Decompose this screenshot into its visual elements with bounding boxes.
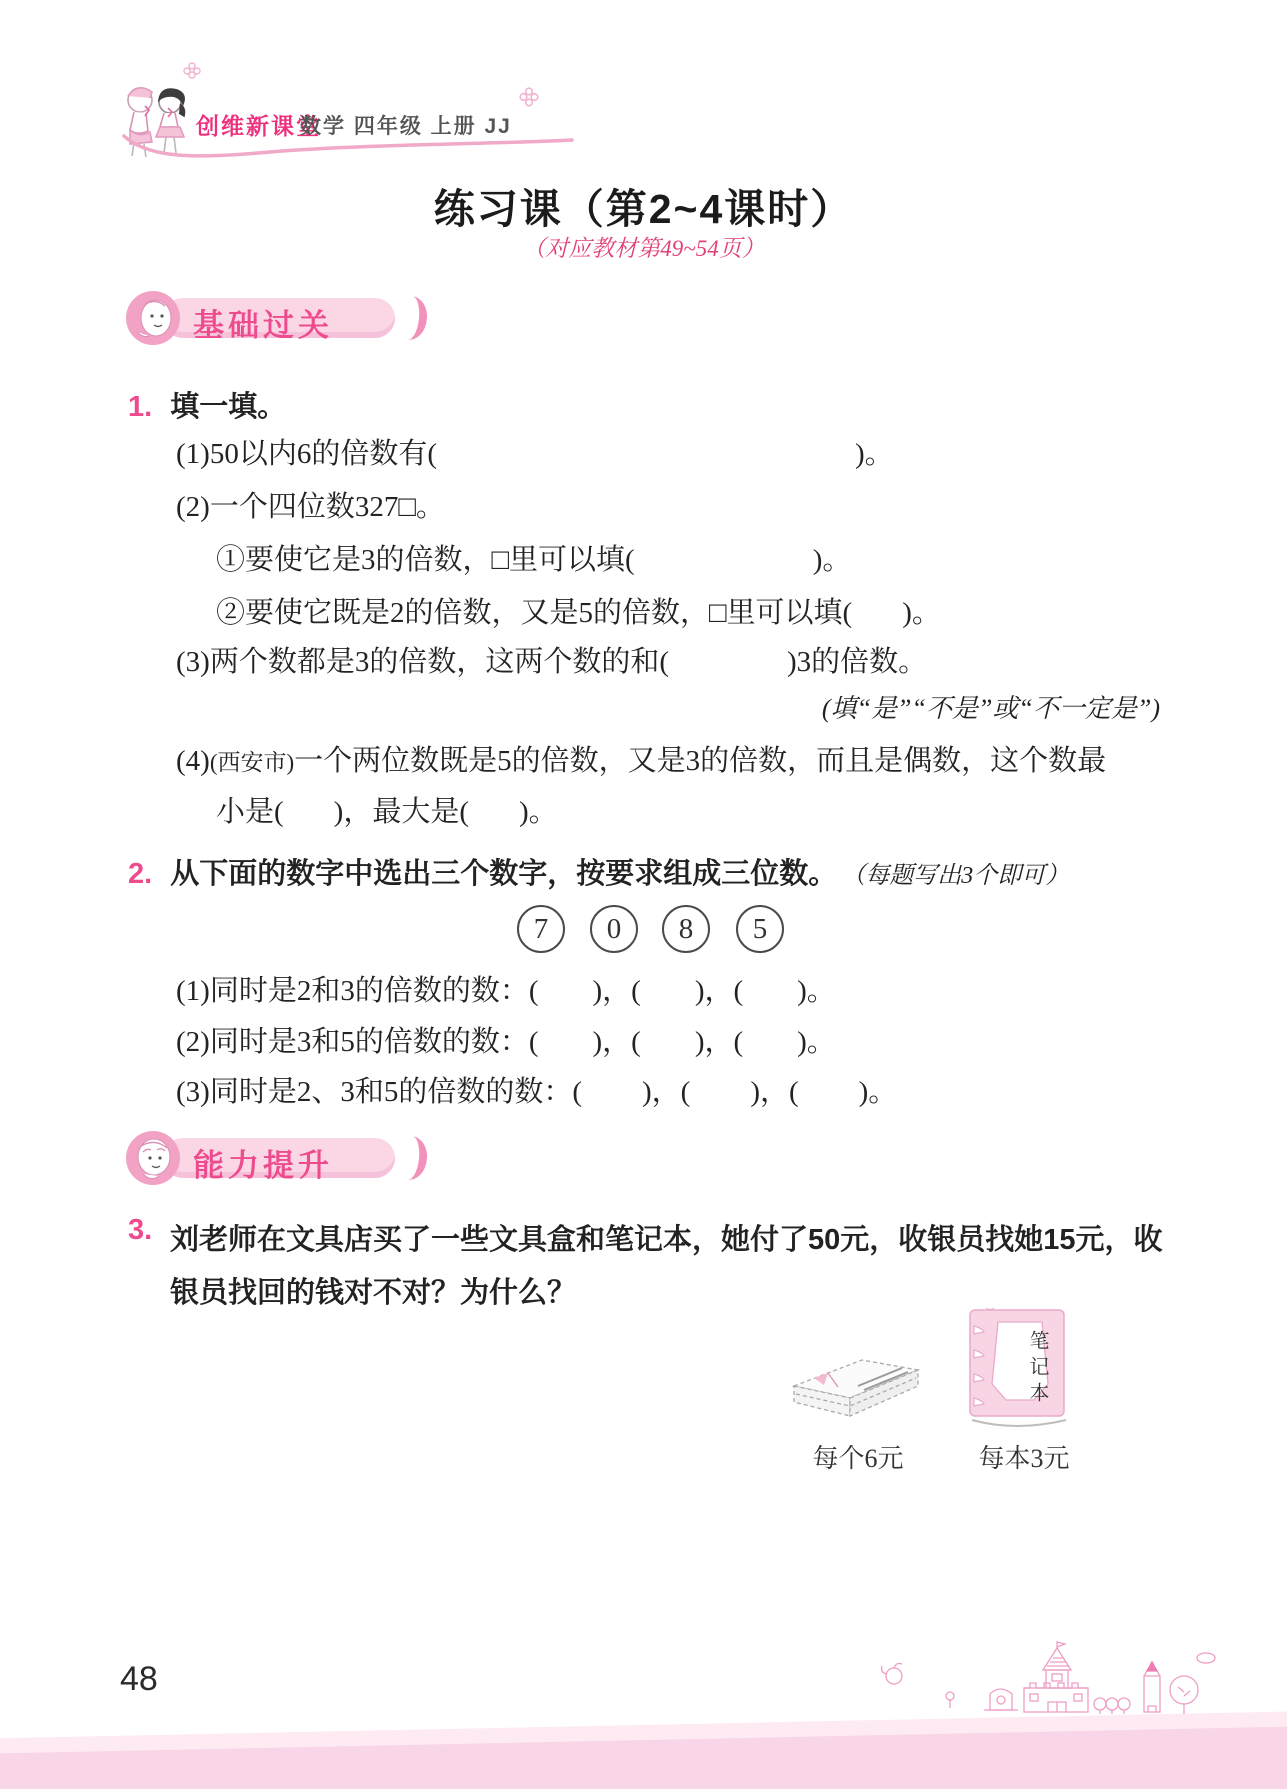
- question-2: [128, 851, 1069, 892]
- notebook-illustration: [966, 1306, 1072, 1434]
- q1-item-4: (4)(西安市)一个两位数既是5的倍数，又是3的倍数，而且是偶数，这个数最: [176, 745, 1107, 777]
- child-face-icon: [123, 288, 183, 348]
- digit-circle: 8: [662, 905, 710, 953]
- page-number: 48: [120, 1660, 158, 1698]
- q2-item-1: (1)同时是2和3的倍数的数：( )，( )，( )。: [176, 975, 836, 1007]
- question-stem: 填一填。: [170, 391, 287, 423]
- question-number: 1.: [128, 391, 153, 423]
- digit-circle: 7: [517, 905, 565, 953]
- question-3-stem: 刘老师在文具店买了一些文具盒和笔记本，她付了50元，收银员找她15元，收银员找回的钱对不对？为什么？: [170, 1224, 1163, 1309]
- question-number: 2.: [128, 858, 153, 890]
- banner-tail-shape: [391, 1134, 429, 1181]
- q1-item-2a: ①要使它是3的倍数，□里可以填( )。: [216, 544, 852, 576]
- q1-item-1: (1)50以内6的倍数有( )。: [176, 438, 894, 470]
- section-header-basics: [105, 286, 425, 348]
- section-header-advanced: [105, 1126, 425, 1188]
- course-info: 数学 四年级 上册 JJ: [300, 115, 512, 138]
- question-stem: 从下面的数字中选出三个数字，按要求组成三位数。: [170, 858, 838, 890]
- question-hint: （每题写出3个即可）: [841, 863, 1070, 889]
- banner-tail-shape: [391, 294, 429, 341]
- source-tag: (西安市): [209, 750, 295, 775]
- pencil-case-price-label: 每个6元: [812, 1444, 904, 1473]
- page-title: 练习课（第2~4课时）: [433, 186, 854, 232]
- question-number: 3.: [128, 1214, 153, 1246]
- q1-item-4b: 小是( )，最大是( )。: [216, 796, 558, 828]
- section-title: 能力提升: [193, 1148, 333, 1183]
- digit-circle: 5: [736, 905, 784, 953]
- page-subtitle: （对应教材第49~54页）: [522, 236, 765, 261]
- q1-item-2b: ②要使它既是2的倍数，又是5的倍数，□里可以填( )。: [216, 597, 941, 629]
- flower-icon: [518, 86, 540, 108]
- section-title: 基础过关: [193, 308, 333, 343]
- castle-scene-illustration: [872, 1640, 1217, 1720]
- child-face-icon: [123, 1128, 183, 1188]
- flower-icon: [182, 60, 202, 80]
- question-1: [128, 384, 286, 425]
- q2-item-2: (2)同时是3和5的倍数的数：( )，( )，( )。: [176, 1026, 836, 1058]
- pencil-case-illustration: [786, 1352, 926, 1430]
- digit-circle: 0: [590, 905, 638, 953]
- notebook-price-label: 每本3元: [978, 1444, 1070, 1473]
- q1-item-2: (2)一个四位数327□。: [176, 491, 445, 523]
- notebook-title-text: 笔记本: [1026, 1330, 1048, 1408]
- brand-name: 创维新课堂: [196, 113, 321, 139]
- q1-item-3-hint: (填“是”“不是”或“不一定是”): [821, 694, 1160, 723]
- q2-item-3: (3)同时是2、3和5的倍数的数：( )，( )，( )。: [176, 1076, 898, 1108]
- q1-item-3: (3)两个数都是3的倍数，这两个数的和( )3的倍数。: [176, 646, 928, 678]
